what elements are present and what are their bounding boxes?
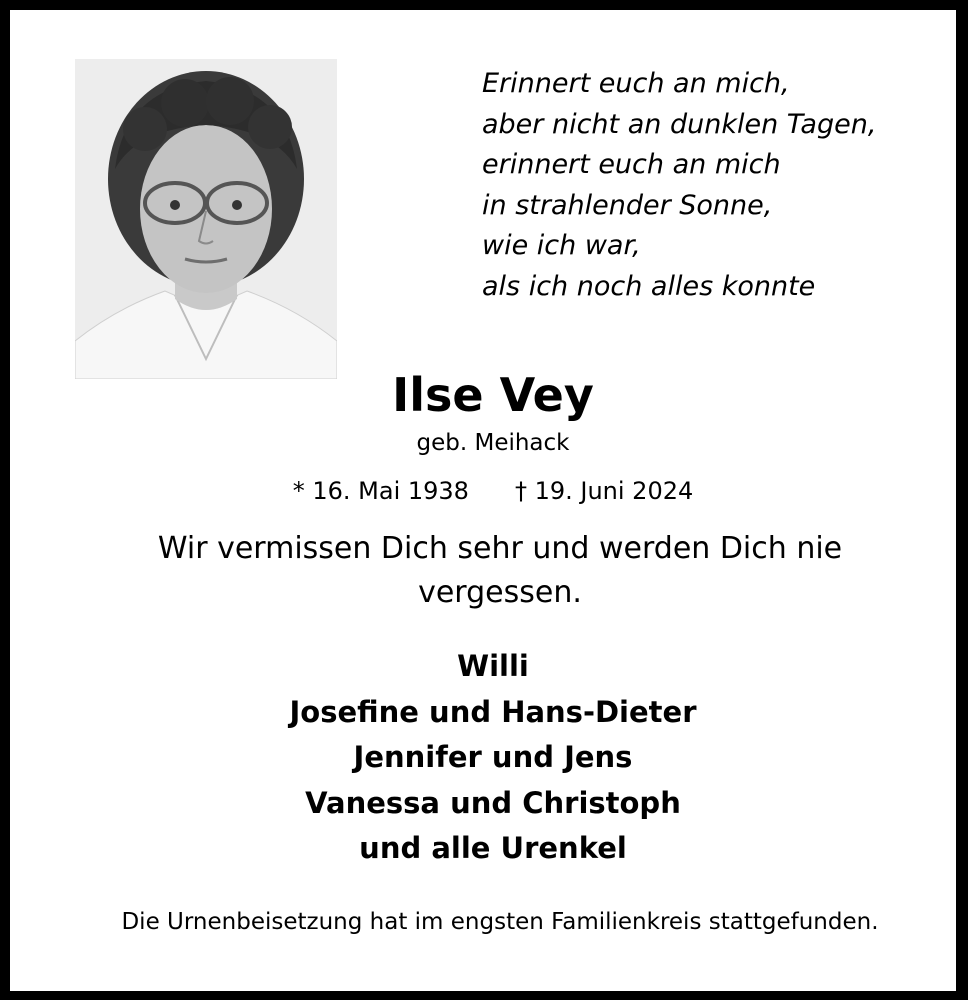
- poem-line: erinnert euch an mich: [482, 149, 781, 180]
- family-member: Jennifer und Jens: [353, 740, 633, 774]
- family-list: [20, 644, 966, 872]
- family-member: und alle Urenkel: [359, 831, 627, 865]
- deceased-name: Ilse Vey: [392, 368, 594, 422]
- portrait-photo: [75, 59, 337, 379]
- farewell-message: Wir vermissen Dich sehr und werden Dich nie vergessen.: [157, 531, 843, 610]
- family-member: Vanessa und Christoph: [305, 785, 681, 820]
- burial-note: Die Urnenbeisetzung hat im engsten Familienkreis stattgefunden.: [121, 909, 879, 935]
- birth-name: geb. Meihack: [416, 430, 570, 456]
- poem-line: Erinnert euch an mich,: [482, 68, 790, 99]
- poem-line: wie ich war,: [482, 230, 641, 261]
- poem-line: in strahlender Sonne,: [482, 189, 773, 221]
- death-date: † 19. Juni 2024: [514, 477, 694, 505]
- poem-line: als ich noch alles konnte: [482, 270, 816, 302]
- family-member: Josefine und Hans-Dieter: [289, 694, 697, 729]
- memorial-poem: [482, 64, 952, 307]
- life-dates: [20, 472, 966, 510]
- birth-date: * 16. Mai 1938: [292, 477, 469, 505]
- poem-line: aber nicht an dunklen Tagen,: [482, 108, 877, 140]
- family-member: Willi: [457, 649, 529, 683]
